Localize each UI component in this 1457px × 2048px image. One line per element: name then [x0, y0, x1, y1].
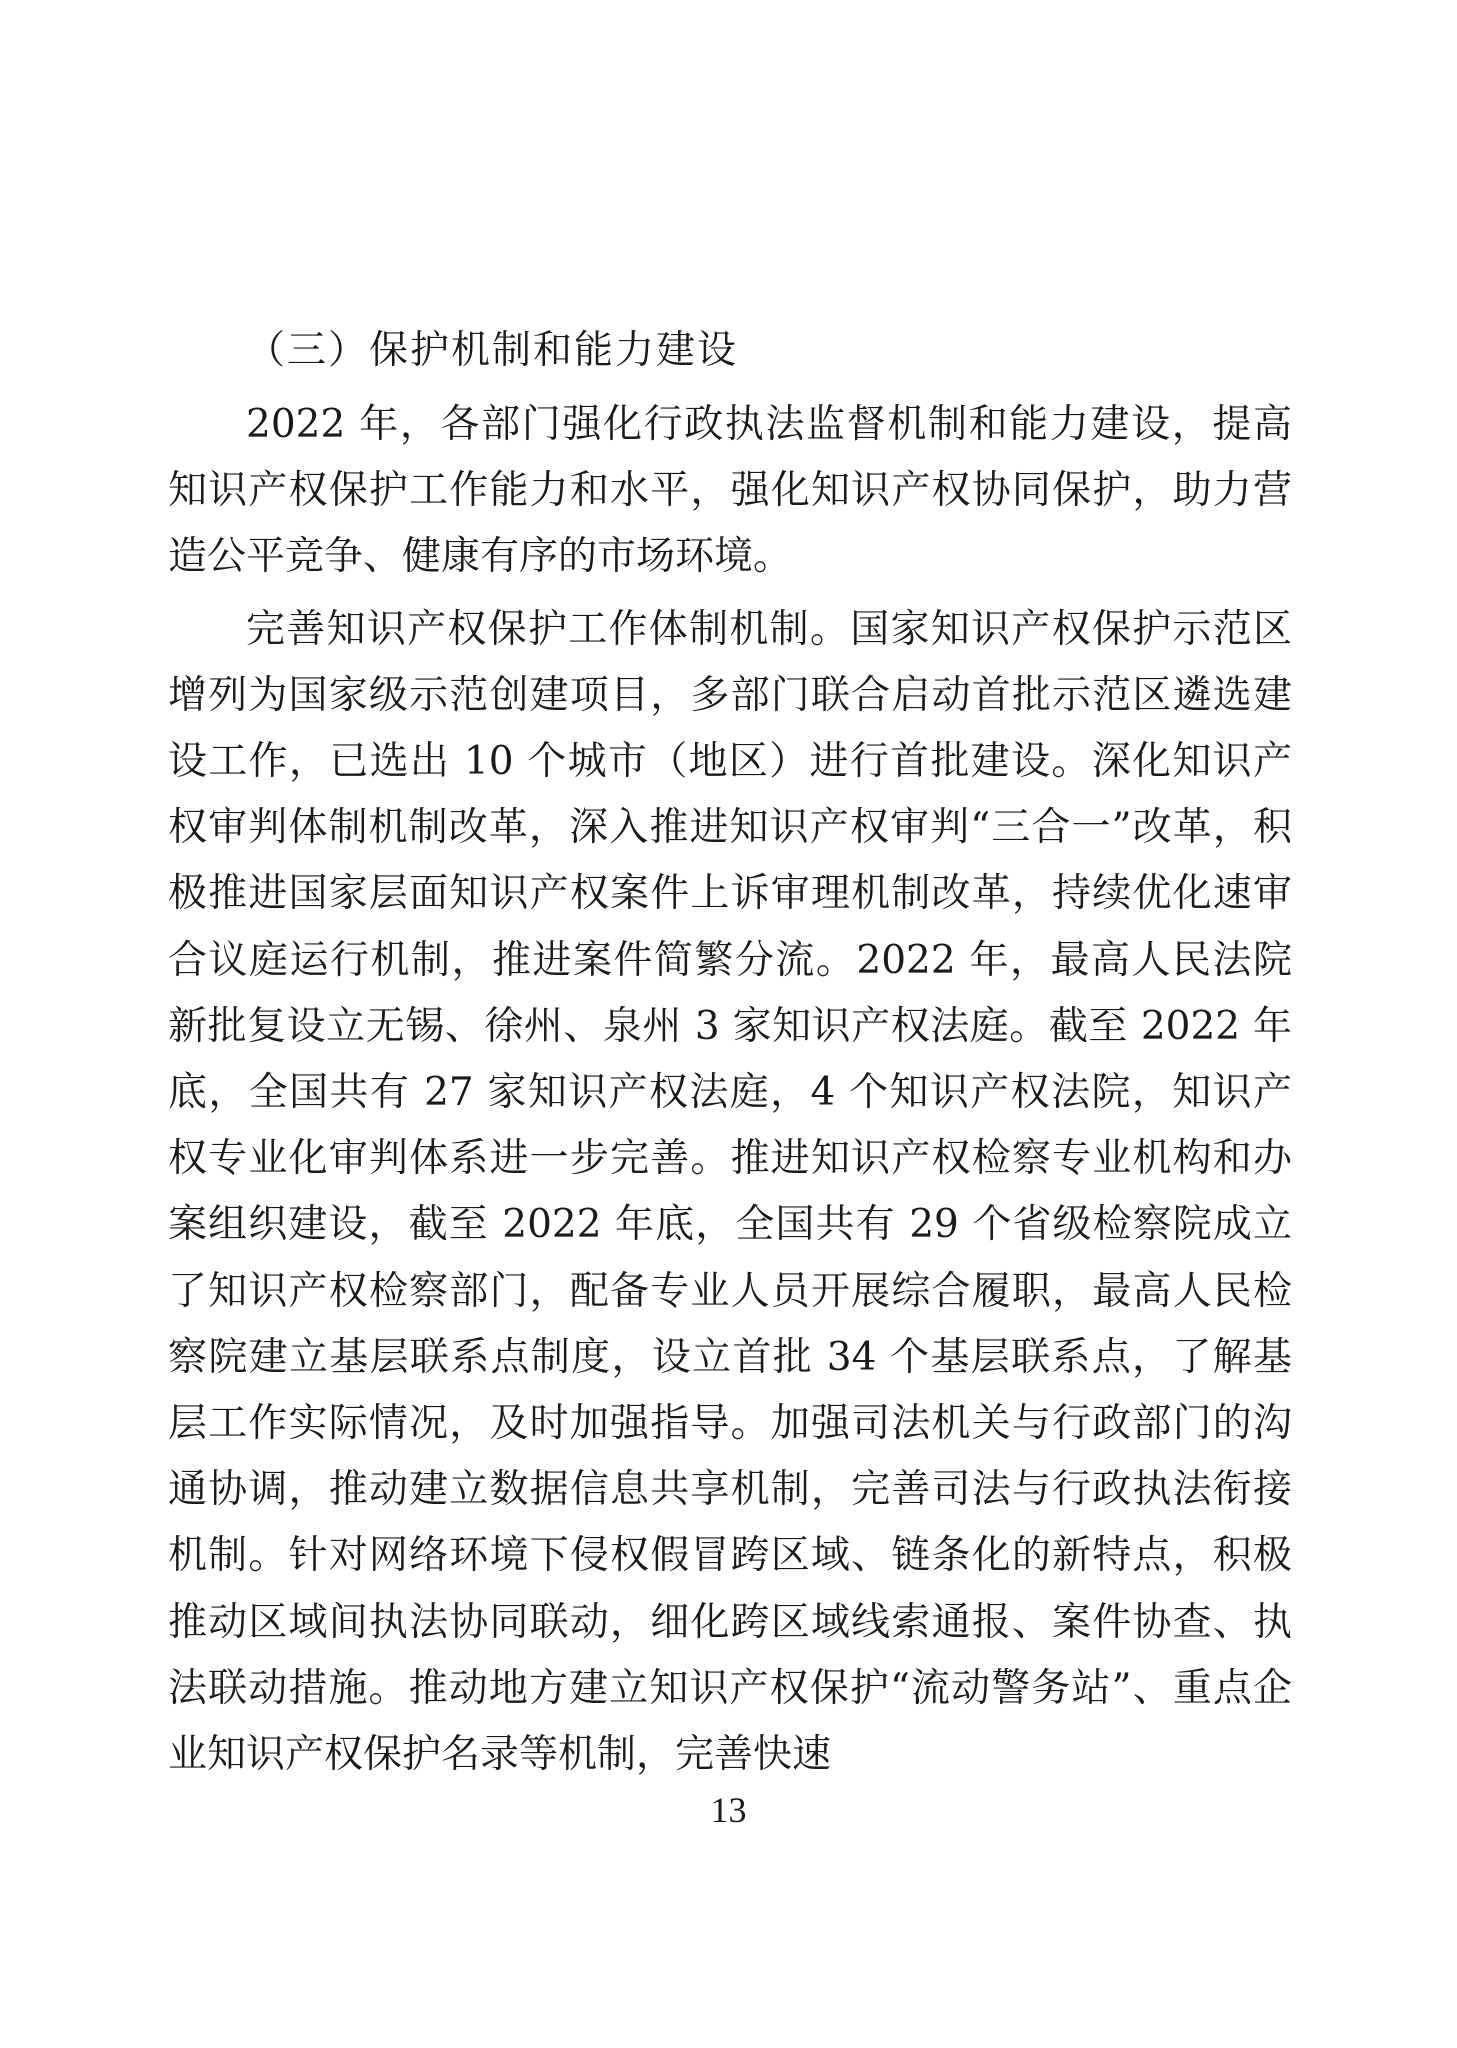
paragraph-mechanism: 完善知识产权保护工作体制机制。国家知识产权保护示范区增列为国家级示范创建项目，多部门联合启动首批示范区遴选建设工作，已选出 10 个城市（地区）进行首批建设。深化知识产权审判体制机制改革，深入推进知识产权审判“三合一”改革，积极推进国家层面知识产权案件上诉审理机制改革，持续优化速审合议庭运行机制，推进案件简繁分流。2022 年，最高人民法院新批复设立无锡、徐州、泉州 3 家知识产权法庭。截至 2022 年底，全国共有 27 家知识产权法庭，4 个知识产权法院，知识产权专业化审判体系进一步完善。推进知识产权检察专业机构和办案组织建设，截至 2022 年底，全国共有 29 个省级检察院成立了知识产权检察部门，配备专业人员开展综合履职，最高人民检察院建立基层联系点制度，设立首批 34 个基层联系点，了解基层工作实际情况，及时加强指导。加强司法机关与行政部门的沟通协调，推动建立数据信息共享机制，完善司法与行政执法衔接机制。针对网络环境下侵权假冒跨区域、链条化的新特点，积极推动区域间执法协同联动，细化跨区域线索通报、案件协查、执法联动措施。推动地方建立知识产权保护“流动警务站”、重点企业知识产权保护名录等机制，完善快速: [168, 606, 1292, 1778]
page-content: [168, 322, 1292, 1794]
section-heading: （三）保护机制和能力建设: [246, 328, 739, 373]
page-number: 13: [710, 1790, 747, 1830]
paragraph-intro: 2022 年，各部门强化行政执法监督机制和能力建设，提高知识产权保护工作能力和水平，强化知识产权协同保护，助力营造公平竞争、健康有序的市场环境。: [168, 402, 1292, 580]
